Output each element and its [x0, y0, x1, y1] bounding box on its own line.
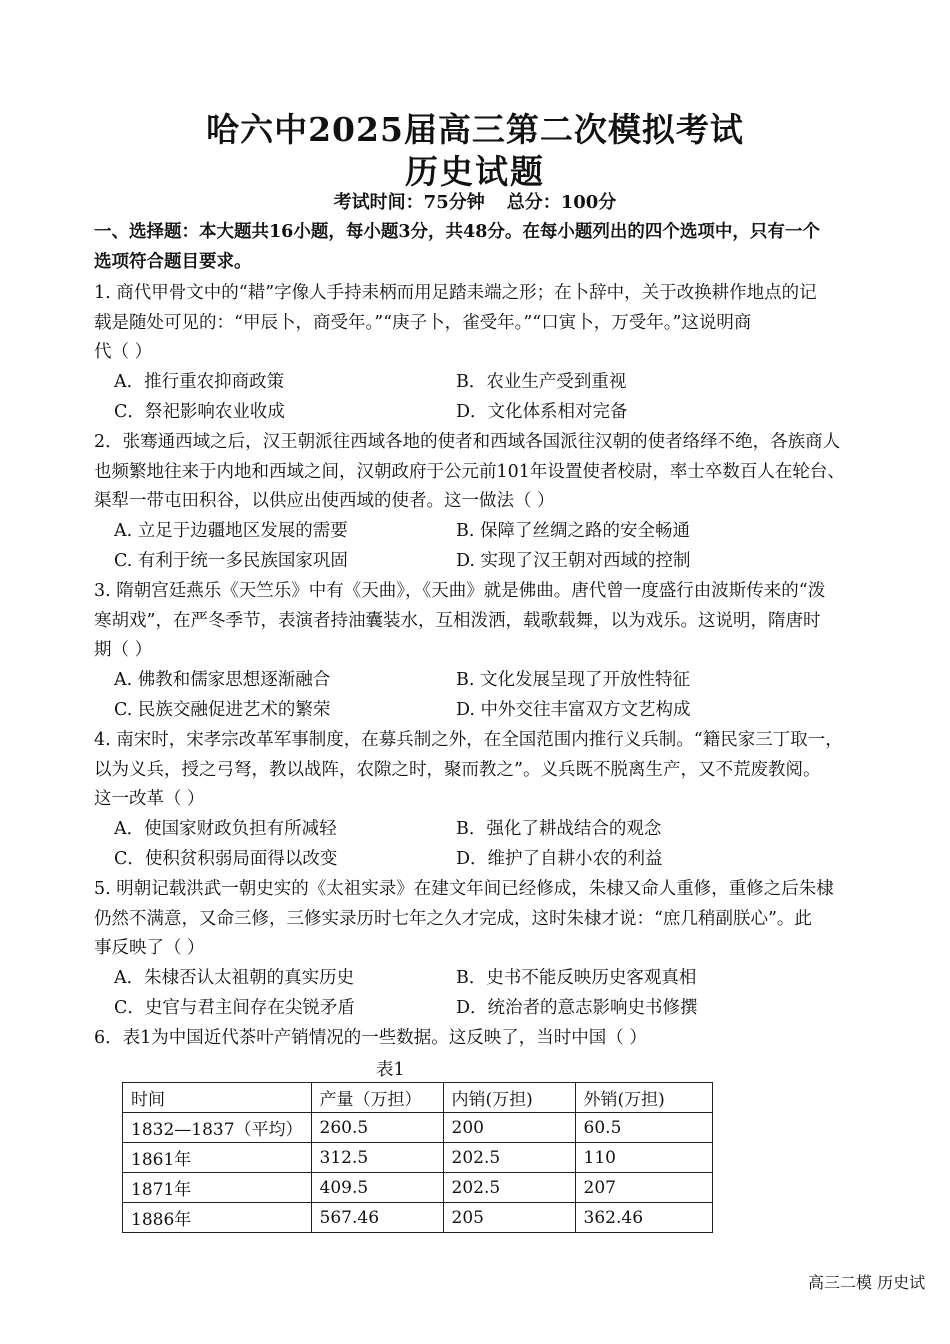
- question-3-line2: 寒胡戏”，在严冬季节，表演者持油囊装水，互相泼洒，载歌载舞，以为戏乐。这说明，隋唐时: [94, 611, 821, 631]
- question-2-line3: 渠犁一带屯田积谷，以供应出使西域的使者。这一做法（ ）: [94, 491, 555, 511]
- table-header-cell: 时间: [123, 1083, 312, 1113]
- table-cell: 1871年: [123, 1173, 312, 1203]
- table-cell: 260.5: [311, 1113, 443, 1143]
- question-1-option-d: D．文化体系相对完备: [456, 402, 628, 422]
- question-3-line1: 3. 隋朝宫廷燕乐《天竺乐》中有《天曲》，《天曲》就是佛曲。唐代曾一度盛行由波斯传来的“泼: [94, 581, 826, 601]
- question-6-line1: 6．表1为中国近代茶叶产销情况的一些数据。这反映了，当时中国（ ）: [94, 1028, 647, 1048]
- table-row: [123, 1113, 713, 1143]
- question-1-line2: 载是随处可见的：“甲辰卜，商受年。”“庚子卜，雀受年。”“口寅卜，万受年。”这说明商: [94, 313, 752, 333]
- question-5-line3: 事反映了（ ）: [94, 938, 205, 958]
- table-cell: 200: [443, 1113, 575, 1143]
- question-4-option-c: C．使积贫积弱局面得以改变: [114, 849, 338, 869]
- section-instruction-line1: 一、选择题：本大题共16小题，每小题3分，共48分。在每小题列出的四个选项中，只有一个: [94, 222, 820, 242]
- table-header-row: [123, 1083, 713, 1113]
- question-4-option-a: A．使国家财政负担有所减轻: [114, 819, 337, 839]
- question-2-line1: 2．张骞通西域之后，汉王朝派往西域各地的使者和西域各国派往汉朝的使者络绎不绝，各族商人: [94, 432, 841, 452]
- total-score: 总分：100分: [506, 192, 617, 213]
- table-cell: 205: [443, 1203, 575, 1233]
- page-footer: 高三二模 历史试: [808, 1273, 926, 1292]
- question-1-line1: 1. 商代甲骨文中的“耤”字像人手持耒柄而用足踏耒端之形；在卜辞中，关于改换耕作地点的记: [94, 283, 817, 303]
- question-1-line3: 代（ ）: [94, 342, 153, 362]
- question-4-line2: 以为义兵，授之弓弩，教以战阵，农隙之时，聚而教之”。义兵既不脱离生产，又不荒废教阅。: [94, 760, 821, 780]
- question-3-line3: 期（ ）: [94, 640, 153, 660]
- question-5-line2: 仍然不满意，又命三修，三修实录历时七年之久才完成，这时朱棣才说：“庶几稍副朕心”。此: [94, 909, 812, 929]
- question-5-option-b: B．史书不能反映历史客观真相: [456, 968, 697, 988]
- question-3-option-a: A. 佛教和儒家思想逐渐融合: [114, 670, 331, 690]
- question-3-option-b: B. 文化发展呈现了开放性特征: [456, 670, 690, 690]
- question-5-line1: 5. 明朝记载洪武一朝史实的《太祖实录》在建文年间已经修成，朱棣又命人重修，重修之后朱棣: [94, 879, 834, 899]
- table-cell: 1832—1837（平均）: [123, 1113, 312, 1143]
- exam-time: 考试时间：75分钟: [333, 192, 485, 213]
- question-1-option-b: B．农业生产受到重视: [456, 372, 627, 392]
- question-2-option-b: B. 保障了丝绸之路的安全畅通: [456, 521, 690, 541]
- question-5-option-d: D．统治者的意志影响史书修撰: [456, 998, 698, 1018]
- question-4-line1: 4. 南宋时，宋孝宗改革军事制度，在募兵制之外，在全国范围内推行义兵制。“籍民家三丁取一，: [94, 730, 843, 750]
- table-row: [123, 1173, 713, 1203]
- table-cell: 60.5: [575, 1113, 712, 1143]
- question-1-option-c: C．祭祀影响农业收成: [114, 402, 285, 422]
- question-5-option-c: C．史官与君主间存在尖锐矛盾: [114, 998, 355, 1018]
- table-header-cell: 外销(万担): [575, 1083, 712, 1113]
- table-header-cell: 产量（万担）: [311, 1083, 443, 1113]
- question-4-option-d: D．维护了自耕小农的利益: [456, 849, 663, 869]
- question-4-line3: 这一改革（ ）: [94, 789, 205, 809]
- table-cell: 110: [575, 1143, 712, 1173]
- table-cell: 207: [575, 1173, 712, 1203]
- question-2-option-d: D. 实现了汉王朝对西域的控制: [456, 551, 691, 571]
- exam-info: [0, 188, 950, 214]
- question-3-option-d: D. 中外交往丰富双方文艺构成: [456, 700, 691, 720]
- table-cell: 312.5: [311, 1143, 443, 1173]
- question-3-option-c: C. 民族交融促进艺术的繁荣: [114, 700, 331, 720]
- tea-data-table: [122, 1082, 713, 1233]
- table-cell: 567.46: [311, 1203, 443, 1233]
- table-cell: 202.5: [443, 1143, 575, 1173]
- table-row: [123, 1203, 713, 1233]
- question-1-option-a: A．推行重农抑商政策: [114, 372, 285, 392]
- subject-title: 历史试题: [405, 152, 545, 191]
- question-2-option-a: A. 立足于边疆地区发展的需要: [114, 521, 348, 541]
- section-instruction-line2: 选项符合题目要求。: [94, 252, 252, 272]
- question-2-option-c: C. 有利于统一多民族国家巩固: [114, 551, 348, 571]
- exam-title: 哈六中2025届高三第二次模拟考试: [206, 110, 744, 149]
- table-cell: 1886年: [123, 1203, 312, 1233]
- table-cell: 202.5: [443, 1173, 575, 1203]
- table-header-cell: 内销(万担): [443, 1083, 575, 1113]
- question-5-option-a: A．朱棣否认太祖朝的真实历史: [114, 968, 355, 988]
- table-cell: 362.46: [575, 1203, 712, 1233]
- table-cell: 409.5: [311, 1173, 443, 1203]
- question-4-option-b: B．强化了耕战结合的观念: [456, 819, 662, 839]
- table-cell: 1861年: [123, 1143, 312, 1173]
- table-row: [123, 1143, 713, 1173]
- table-caption: 表1: [376, 1060, 405, 1080]
- question-2-line2: 也频繁地往来于内地和西域之间，汉朝政府于公元前101年设置使者校尉，率士卒数百人在轮台、: [94, 462, 845, 482]
